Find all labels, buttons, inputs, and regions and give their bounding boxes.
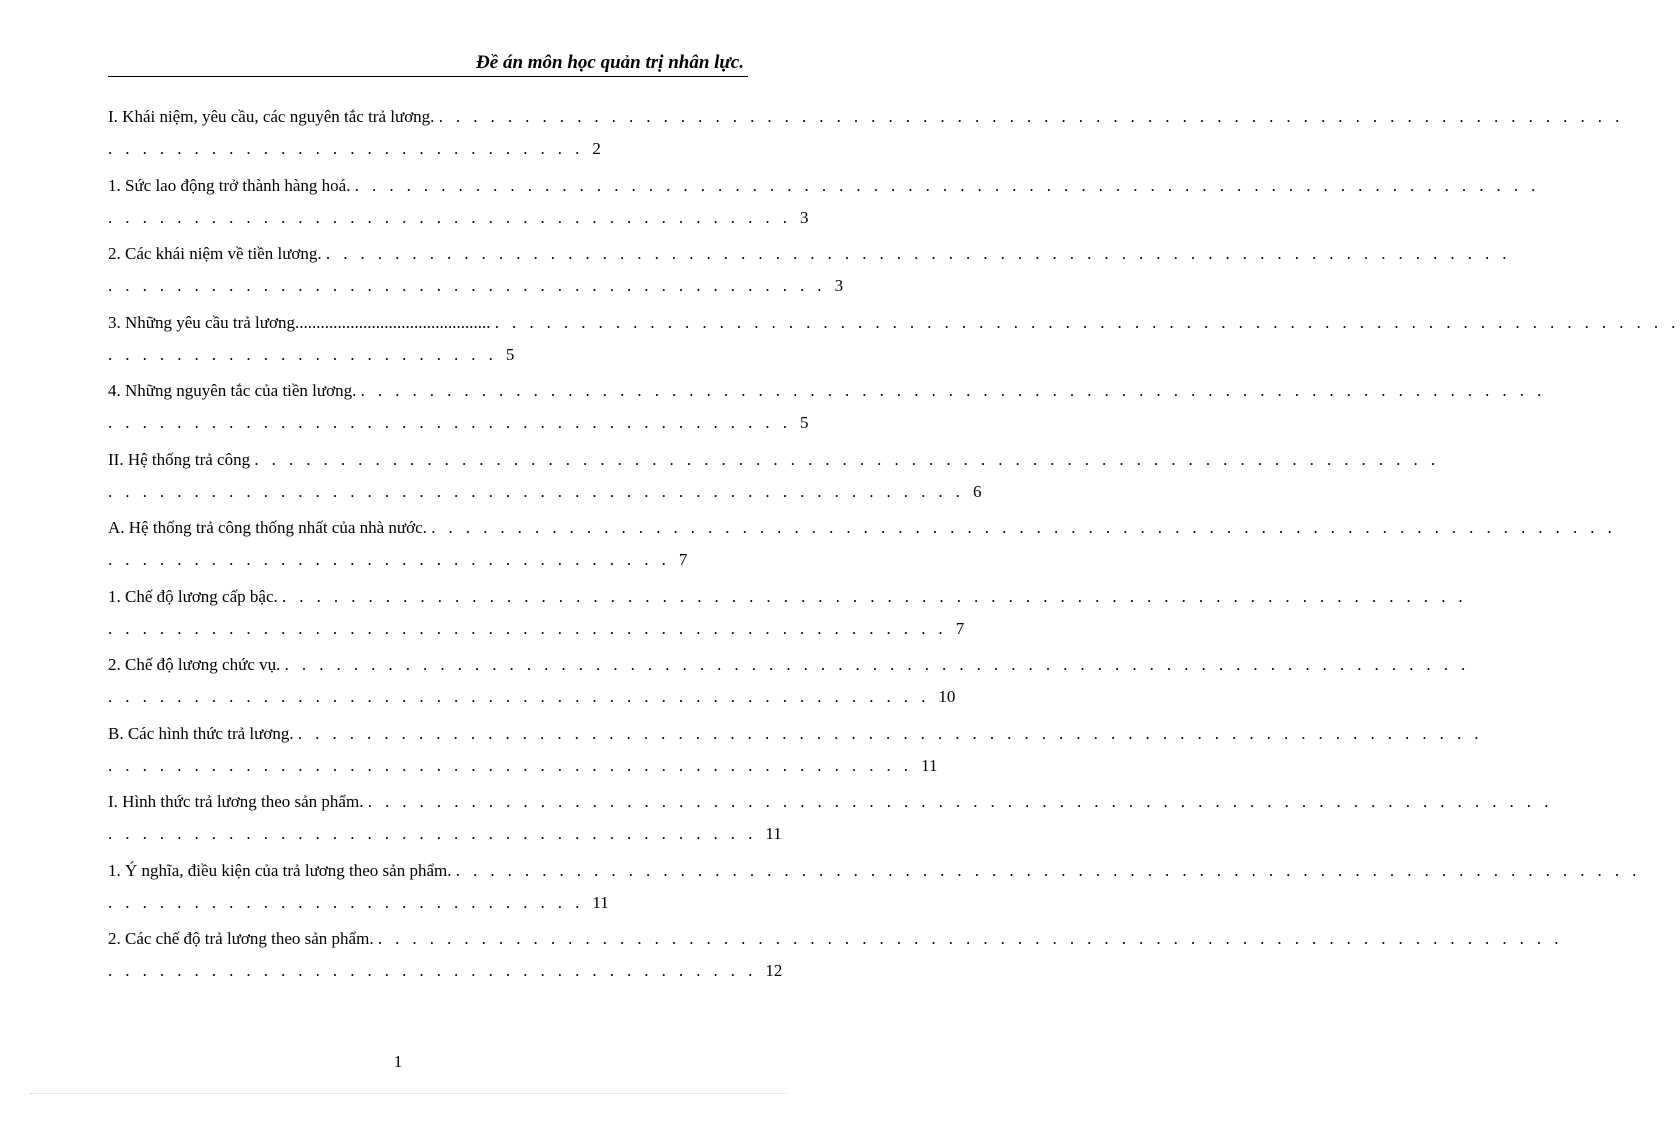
toc-leader-dots: . . . . . . . . . . . . . . . . . . . . . . . . . . . . [108,139,593,158]
toc-entry[interactable] [108,787,1553,856]
toc-leader-dots: . . . . . . . . . . . . . . . . . . . . . . . . . . . . . . . . . . . . . . . . . . . . . . . . . . . . . . . . . . . . . . . . . . . . . [455,860,1641,880]
toc-leader-dots: . . . . . . . . . . . . . . . . . . . . . . . . . . . . . . . . . . . . . . . . [108,413,800,432]
toc-leader-dots: . . . . . . . . . . . . . . . . . . . . . . . . . . . . . . . . . . . . . . . . . . [108,276,835,295]
toc-page-number: 6 [973,481,982,501]
toc-entry[interactable] [108,171,1540,240]
toc-leader-dots: . . . . . . . . . . . . . . . . . . . . . . . . . . . . . . . . . . . . . . . . . . . . . . . . . . . . . . . . . . . . . . . . . . . . . [431,518,1617,537]
page-number: 1 [393,1052,403,1071]
toc-leader-dots: . . . . . . . . . . . . . . . . . . . . . . . . . . . . [108,892,593,912]
toc-entry-title: 4. Những nguyên tắc của tiền lương. [108,381,361,400]
toc-leader-dots: . . . . . . . . . . . . . . . . . . . . . . . . . . . . . . . . . [108,550,679,569]
toc-leader-dots: . . . . . . . . . . . . . . . . . . . . . . . . . . . . . . . . . . . . . . . . . . . . . . . . . . [108,481,973,501]
toc-page-number: 5 [800,413,809,432]
toc-entry-title: II. Hệ thống trả công [108,449,255,469]
toc-entry[interactable] [108,856,1641,925]
toc-leader-dots: . . . . . . . . . . . . . . . . . . . . . . . . . . . . . . . . . . . . . . . . . . . . . . . . . . . . . . . . . . . . . . . . . . . . . [297,723,1483,743]
toc-entry[interactable] [108,445,1440,514]
toc-leader-dots: . . . . . . . . . . . . . . . . . . . . . . . . . . . . . . . . . . . . . . . . . . . . . . . . . . . . . . . . . . . . . . . . . . . . . [377,929,1563,948]
toc-entry[interactable] [108,719,1483,788]
toc-leader-dots: . . . . . . . . . . . . . . . . . . . . . . . . . . . . . . . . . . . . . . . . [108,207,800,227]
toc-entry[interactable] [108,308,1680,377]
toc-page-number: 12 [765,961,783,980]
toc-leader-dots: . . . . . . . . . . . . . . . . . . . . . . . . . . . . . . . . . . . . . . [108,824,766,843]
toc-entry-title: B. Các hình thức trả lương. [108,723,298,743]
toc-entry[interactable] [108,650,1470,719]
toc-leader-dots: . . . . . . . . . . . . . . . . . . . . . . . . . . . . . . . . . . . . . . . . . . . . . . . . . . . . . . . . . . . . . . . . . . . . . [282,586,1468,606]
toc-leader-dots: . . . . . . . . . . . . . . . . . . . . . . . . . . . . . . . . . . . . . . . . . . . . . . . . . . . . . . . . . . . . . . . . . . . . . [367,792,1553,811]
toc-page-number: 5 [505,344,515,364]
toc-page-number: 11 [765,824,782,843]
toc-leader-dots: . . . . . . . . . . . . . . . . . . . . . . . . . . . . . . . . . . . . . . . . . . . . . . . . . . . . . . . . . . . . . . . . . . . . . [438,107,1624,126]
toc-entry[interactable] [108,376,1546,445]
toc-leader-dots: . . . . . . . . . . . . . . . . . . . . . . . . . . . . . . . . . . . . . . [108,961,766,980]
toc-entry-title: 2. Chế độ lương chức vụ. [108,655,285,674]
toc-entry-title: 1. Chế độ lương cấp bậc. [108,586,282,606]
toc-page-number: 7 [678,550,688,569]
toc-leader-dots: . . . . . . . . . . . . . . . . . . . . . . . . . . . . . . . . . . . . . . . . . . . . . . . . . . . . . . . . . . . . . . . . . . . . . [284,655,1470,674]
toc-leader-dots: . . . . . . . . . . . . . . . . . . . . . . . . . . . . . . . . . . . . . . . . . . . . . . . . . . . . . . . . . . . . . . . . . . . . . [354,175,1540,195]
toc-leader-dots: . . . . . . . . . . . . . . . . . . . . . . . . . . . . . . . . . . . . . . . . . . . . . . . . . . . . . . . . . . . . . . . . . . . . . [360,381,1546,400]
header-rule [108,76,748,77]
toc-entry-title: 1. Ý nghĩa, điều kiện của trả lương theo sản phẩm. [108,860,456,880]
toc-leader-dots: . . . . . . . . . . . . . . . . . . . . . . . . . . . . . . . . . . . . . . . . . . . . . . . . . . . . . . . . . . . . . . . . . . . . . [254,449,1440,469]
toc-leader-dots: . . . . . . . . . . . . . . . . . . . . . . . . . . . . . . . . . . . . . . . . . . . . . . . . . . . . . . . . . . . . . . . . . . . . . [325,244,1511,263]
toc-entry[interactable] [108,582,1468,651]
toc-leader-dots: . . . . . . . . . . . . . . . . . . . . . . . . . . . . . . . . . . . . . . . . . . . . . . . [108,755,922,775]
toc-page-number: 2 [592,139,601,158]
toc-page-number: 3 [800,207,809,227]
toc-entry-title: 2. Các chế độ trả lương theo sản phẩm. [108,929,378,948]
toc-entry[interactable] [108,513,1617,582]
toc-leader-dots: . . . . . . . . . . . . . . . . . . . . . . . . . . . . . . . . . . . . . . . . . . . . . . . . . . . . . . . . . . . . . . . . . . . . . [494,312,1680,332]
toc-leader-dots: . . . . . . . . . . . . . . . . . . . . . . . [108,344,506,364]
toc-page-number: 10 [938,687,956,706]
toc-page-number: 11 [592,892,609,912]
toc-leader-dots: . . . . . . . . . . . . . . . . . . . . . . . . . . . . . . . . . . . . . . . . . . . . . . . . [108,687,939,706]
toc-entry-title: 3. Những yêu cầu trả lương.............................................. [108,312,495,332]
toc-entry-title: 2. Các khái niệm về tiền lương. [108,244,326,263]
document-title: Đề án môn học quản trị nhân lực. [476,52,744,73]
toc-page-number: 11 [921,755,938,775]
toc-leader-dots: . . . . . . . . . . . . . . . . . . . . . . . . . . . . . . . . . . . . . . . . . . . . . . . . . [108,618,956,638]
page-bottom-border [30,1093,786,1094]
toc-entry[interactable] [108,239,1511,308]
toc-page-number: 7 [955,618,965,638]
toc-page-number: 3 [834,276,844,295]
table-of-contents [108,102,1680,993]
toc-entry[interactable] [108,102,1624,171]
page-header [108,48,748,78]
toc-entry-title: 1. Sức lao động trở thành hàng hoá. [108,175,355,195]
toc-entry[interactable] [108,924,1563,993]
toc-entry-title: I. Khái niệm, yêu cầu, các nguyên tắc trả lương. [108,107,439,126]
toc-entry-title: A. Hệ thống trả công thống nhất của nhà nước. [108,518,432,537]
toc-entry-title: I. Hình thức trả lương theo sản phẩm. [108,792,368,811]
